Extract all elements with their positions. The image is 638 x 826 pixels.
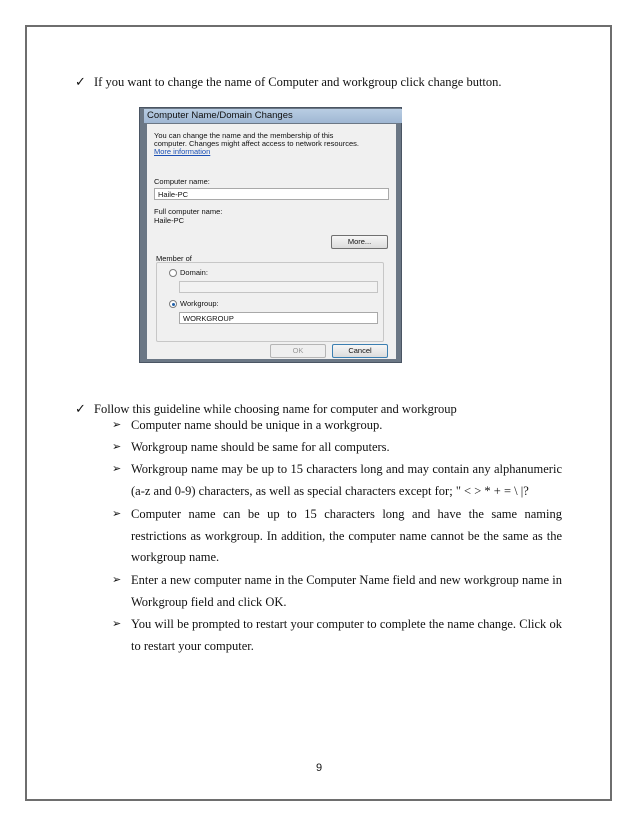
full-computer-name-label: Full computer name: [154,207,223,216]
domain-input[interactable] [179,281,378,293]
workgroup-radio[interactable] [169,300,177,308]
arrow-right-icon: ➢ [112,574,122,586]
arrow-right-icon: ➢ [112,419,122,431]
more-information-link[interactable]: More information [154,147,211,156]
arrow-right-icon: ➢ [112,441,122,453]
list-item: ➢ Workgroup name should be same for all computers. [112,437,562,459]
dialog-body [147,124,396,359]
list-item: ➢ You will be prompted to restart your computer to complete the name change. Click ok to restart your computer. [112,614,562,657]
computer-name-dialog [139,107,402,363]
full-computer-name-value: Haile-PC [154,216,185,225]
list-item: ➢ Enter a new computer name in the Computer Name field and new workgroup name in Workgroup field and click OK. [112,570,562,613]
more-button[interactable]: More... [331,235,388,249]
workgroup-label: Workgroup: [180,299,219,308]
dialog-description-line1: You can change the name and the membership of this [154,131,334,140]
member-of-label: Member of [156,254,192,263]
arrow-right-icon: ➢ [112,508,122,520]
guideline-line: Follow this guideline while choosing name for computer and workgroup [94,402,457,416]
intro-line: If you want to change the name of Computer and workgroup click change button. [94,75,502,89]
arrow-right-icon: ➢ [112,463,122,475]
cancel-button[interactable]: Cancel [332,344,388,358]
page-number: 9 [315,762,323,774]
domain-radio[interactable] [169,269,177,277]
ok-button[interactable]: OK [270,344,326,358]
workgroup-input[interactable]: WORKGROUP [179,312,378,324]
arrow-right-icon: ➢ [112,618,122,630]
check-icon: ✓ [75,74,86,89]
domain-label: Domain: [180,268,208,277]
check-icon: ✓ [75,401,86,416]
computer-name-input[interactable]: Haile-PC [154,188,389,200]
list-item: ➢ Computer name can be up to 15 characters long and have the same naming restrictions as workgroup. In addition, the computer name cannot be the same as the workgroup name. [112,504,562,569]
dialog-description-line2: computer. Changes might affect access to network resources. [154,139,359,148]
computer-name-label: Computer name: [154,177,210,186]
dialog-title: Computer Name/Domain Changes [144,109,402,123]
list-item: ➢ Computer name should be unique in a workgroup. [112,415,562,437]
list-item: ➢ Workgroup name may be up to 15 characters long and may contain any alphanumeric (a-z and 0-9) characters, as well as special characters except for; " < > * + = \ |? [112,459,562,502]
